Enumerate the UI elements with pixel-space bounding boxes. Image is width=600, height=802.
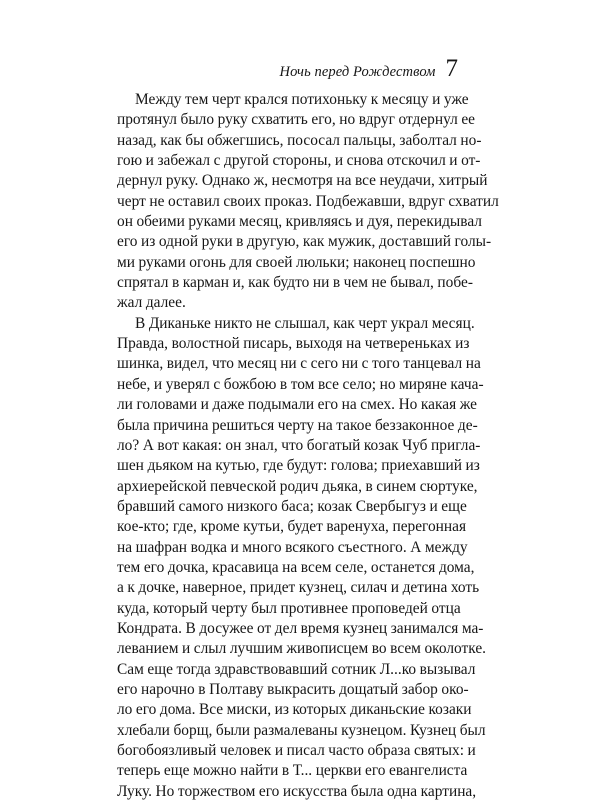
text-line: В Диканьке никто не слышал, как черт украл месяц. (135, 314, 475, 332)
running-head (280, 56, 459, 81)
text-line: леванием и слыл лучшим живописцем во всем околотке. (117, 640, 487, 658)
text-line: а к дочке, наверное, придет кузнец, силач и детина хоть (117, 579, 480, 597)
text-line: назад, как бы обжегшись, пососал пальцы, заболтал но- (117, 131, 482, 149)
text-line: дернул руку. Однако ж, несмотря на все неудачи, хитрый (117, 172, 488, 190)
text-line: шинка, видел, что месяц ни с сего ни с того танцевал на (117, 355, 481, 373)
page-number: 7 (445, 55, 458, 82)
text-line: жал далее. (117, 294, 186, 312)
text-line: шен дьяком на кутью, где будут: голова; приехавший из (117, 457, 480, 475)
body-text (117, 90, 499, 802)
text-line: была причина решиться черту на такое беззаконное де- (117, 416, 478, 434)
text-line: хлебали борщ, были размалеваны кузнецом. Кузнец был (117, 721, 486, 739)
text-line: Правда, волостной писарь, выходя на четвереньках из (117, 335, 470, 353)
text-line: теперь еще можно найти в Т... церкви его евангелиста (117, 762, 468, 780)
text-line: архиерейской певческой родич дьяка, в синем сюртуке, (117, 477, 478, 495)
text-line: он обеими руками месяц, кривляясь и дуя, перекидывал (117, 213, 482, 231)
text-line: богобоязливый человек и писал часто образа святых: и (117, 742, 476, 759)
text-line: ло его дома. Все миски, из которых диканьские козаки (117, 701, 472, 719)
text-line: спрятал в карман и, как будто ни в чем не бывал, побе- (117, 274, 473, 292)
text-line: бравший самого низкого баса; козак Свербыгуз и еще (117, 497, 467, 515)
text-line: его нарочно в Полтаву выкрасить дощатый забор око- (117, 680, 469, 698)
text-line: Между тем черт крался потихоньку к месяцу и уже (135, 91, 469, 108)
text-line: ло? А вот какая: он знал, что богатый козак Чуб пригла- (117, 436, 481, 454)
text-line: куда, который черту был противнее проповедей отца (117, 599, 461, 617)
text-line: Сам еще тогда здравствовавший сотник Л...ко вызывал (117, 660, 476, 678)
text-line: черт не оставил своих проказ. Подбежавши, вдруг схватил (117, 192, 499, 210)
text-line: кое-кто; где, кроме кутьи, будет варенуха, перегонная (117, 518, 467, 536)
text-line: ли головами и даже подымали его на смех. Но какая же (117, 396, 477, 414)
text-line: Кондрата. В досужее от дел время кузнец занимался ма- (117, 619, 484, 637)
text-line: ми руками огонь для своей люльки; наконец поспешно (117, 253, 476, 271)
text-line: на шафран водка и много всякого съестного. А между (117, 538, 468, 556)
running-title: Ночь перед Рождеством (279, 64, 436, 80)
text-line: Луку. Но торжеством его искусства была одна картина, (117, 782, 477, 800)
text-line: его из одной руки в другую, как мужик, доставший голы- (117, 233, 492, 251)
text-line: гою и забежал с другой стороны, и снова отскочил и от- (117, 152, 481, 170)
text-line: протянул было руку схватить его, но вдруг отдернул ее (117, 111, 475, 129)
text-line: тем его дочка, красавица на всем селе, останется дома, (117, 558, 475, 576)
text-line: небе, и уверял с божбою в том все село; но миряне кача- (117, 375, 484, 393)
